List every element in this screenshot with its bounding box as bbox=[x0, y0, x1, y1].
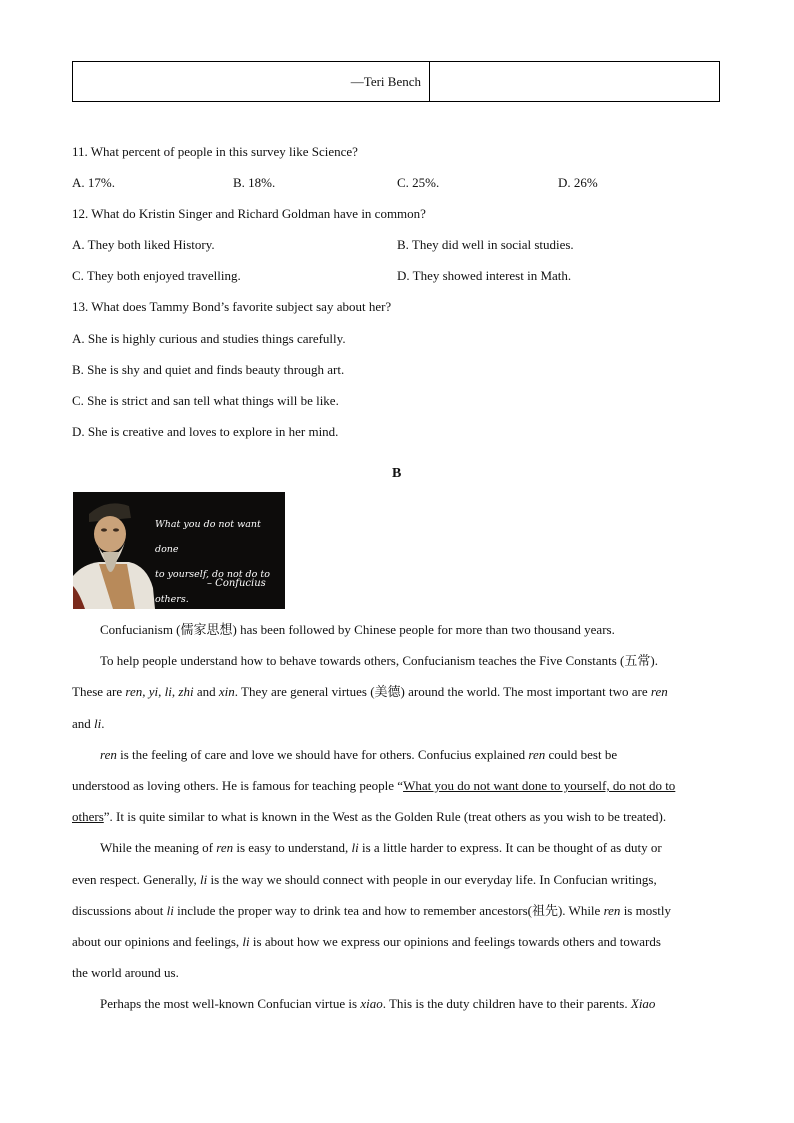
confucius-quote-image bbox=[73, 492, 285, 609]
paragraph-3-line-2: understood as loving others. He is famous for teaching people “What you do not want done to yourself, do not do to bbox=[72, 778, 676, 793]
table-cell-empty bbox=[430, 62, 719, 101]
image-quote-author: – Confucius bbox=[207, 578, 266, 589]
paragraph-4-line-2: even respect. Generally, li is the way we should connect with people in our everyday life. In Confucian writings, bbox=[72, 872, 657, 887]
question-13-option-c[interactable]: C. She is strict and san tell what things will be like. bbox=[72, 393, 339, 408]
question-11-option-c[interactable]: C. 25%. bbox=[397, 175, 440, 190]
image-quote-text bbox=[155, 512, 281, 609]
question-11-option-b[interactable]: B. 18%. bbox=[233, 175, 276, 190]
table-fragment bbox=[72, 61, 720, 102]
question-13-option-d[interactable]: D. She is creative and loves to explore in her mind. bbox=[72, 424, 339, 439]
attribution-text: —Teri Bench bbox=[350, 74, 421, 89]
question-12-option-a[interactable]: A. They both liked History. bbox=[72, 237, 215, 252]
question-12-option-d[interactable]: D. They showed interest in Math. bbox=[397, 268, 572, 283]
paragraph-2-line-2: These are ren, yi, li, zhi and xin. They are general virtues (美德) around the world. The most important two are ren bbox=[72, 684, 668, 699]
question-11-stem: 11. What percent of people in this survey like Science? bbox=[72, 144, 358, 159]
question-13-option-a[interactable]: A. She is highly curious and studies things carefully. bbox=[72, 331, 346, 346]
section-title: B bbox=[392, 466, 402, 481]
paragraph-1: Confucianism (儒家思想) has been followed by Chinese people for more than two thousand years. bbox=[100, 622, 615, 637]
paragraph-3-line-3: others”. It is quite similar to what is known in the West as the Golden Rule (treat others as you wish to be treated). bbox=[72, 809, 667, 824]
table-cell-attribution bbox=[73, 62, 430, 101]
paragraph-4-line-1: While the meaning of ren is easy to understand, li is a little harder to express. It can be thought of as duty or bbox=[100, 840, 662, 855]
question-13-stem: 13. What does Tammy Bond’s favorite subject say about her? bbox=[72, 299, 392, 314]
paragraph-4-line-4: about our opinions and feelings, li is about how we express our opinions and feelings towards others and towards bbox=[72, 934, 661, 949]
golden-rule-quote: What you do not want done to yourself, do not do to bbox=[403, 778, 676, 793]
question-12-stem: 12. What do Kristin Singer and Richard Goldman have in common? bbox=[72, 206, 426, 221]
question-13-option-b[interactable]: B. She is shy and quiet and finds beauty through art. bbox=[72, 362, 345, 377]
paragraph-5-line-1: Perhaps the most well-known Confucian virtue is xiao. This is the duty children have to their parents. Xiao bbox=[100, 996, 656, 1011]
paragraph-4-line-5: the world around us. bbox=[72, 965, 179, 980]
paragraph-4-line-3: discussions about li include the proper way to drink tea and how to remember ancestors(祖先). While ren is mostly bbox=[72, 903, 672, 918]
question-12-option-c[interactable]: C. They both enjoyed travelling. bbox=[72, 268, 241, 283]
image-quote-line-2: to yourself, do not do to others. bbox=[155, 569, 270, 605]
image-quote-line-1: What you do not want done bbox=[155, 519, 261, 555]
paragraph-2-line-3: and li. bbox=[72, 716, 105, 731]
question-12-option-b[interactable]: B. They did well in social studies. bbox=[397, 237, 574, 252]
paragraph-3-line-1: ren is the feeling of care and love we should have for others. Confucius explained ren could best be bbox=[100, 747, 618, 762]
paragraph-2-line-1: To help people understand how to behave towards others, Confucianism teaches the Five Constants (五常). bbox=[100, 653, 658, 668]
question-11-option-d[interactable]: D. 26% bbox=[558, 175, 598, 190]
question-11-option-a[interactable]: A. 17%. bbox=[72, 175, 115, 190]
